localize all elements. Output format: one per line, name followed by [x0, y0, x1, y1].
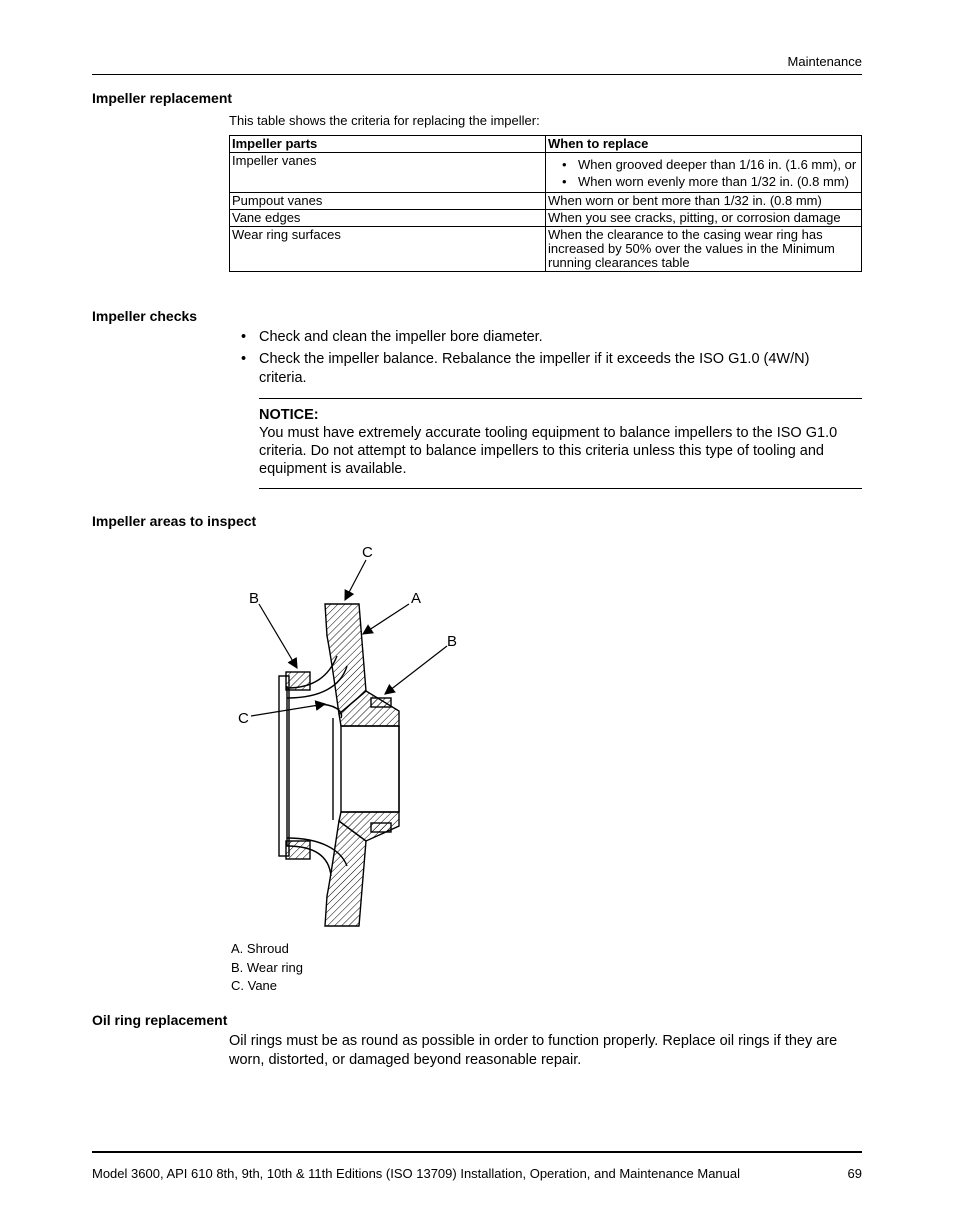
column-header: Impeller parts — [230, 136, 546, 153]
heading-impeller-areas: Impeller areas to inspect — [92, 513, 257, 529]
heading-impeller-checks: Impeller checks — [92, 308, 198, 324]
page-number: 69 — [847, 1166, 862, 1181]
when-cell: When worn or bent more than 1/32 in. (0.8 mm) — [546, 193, 862, 210]
callout-c-left: C — [238, 710, 249, 727]
figure-legend — [231, 940, 303, 996]
page-footer — [92, 1166, 862, 1181]
table-row — [230, 193, 862, 210]
table-row — [230, 210, 862, 227]
callout-b-right: B — [447, 633, 458, 650]
table-row — [230, 153, 862, 193]
part-cell: Vane edges — [230, 210, 546, 227]
impeller-body — [279, 604, 399, 926]
list-item: • Check the impeller balance. Rebalance the impeller if it exceeds the ISO G1.0 (4W/N) criteria. — [241, 350, 851, 388]
header-rule — [92, 74, 862, 75]
replacement-criteria-table — [229, 135, 862, 272]
part-cell: Pumpout vanes — [230, 193, 546, 210]
criteria-bullet: • When grooved deeper than 1/16 in. (1.6 mm), or — [548, 158, 859, 171]
footer-rule — [92, 1151, 862, 1153]
oil-ring-paragraph: Oil rings must be as round as possible in order to function properly. Replace oil rings if they are worn, distorted, or damaged beyond reasonable repair. — [229, 1033, 838, 1068]
checks-list — [241, 328, 851, 391]
when-cell: When you see cracks, pitting, or corrosion damage — [546, 210, 862, 227]
when-cell: When the clearance to the casing wear ring has increased by 50% over the values in the Minimum running clearances table — [546, 227, 862, 272]
manual-title: Model 3600, API 610 8th, 9th, 10th & 11th Editions (ISO 13709) Installation, Operation, and Maintenance Manual — [92, 1166, 741, 1181]
notice-box — [259, 398, 862, 489]
callout-b-left: B — [249, 590, 260, 607]
when-cell — [546, 153, 862, 193]
notice-title: NOTICE: — [259, 407, 319, 423]
part-cell: Impeller vanes — [230, 153, 546, 193]
callout-c-top: C — [362, 544, 373, 561]
heading-impeller-replacement: Impeller replacement — [92, 90, 233, 106]
callout-a: A — [411, 590, 422, 607]
criteria-bullet: • When worn evenly more than 1/32 in. (0.8 mm) — [548, 175, 859, 188]
legend-item: A. Shroud — [231, 941, 289, 956]
legend-item: B. Wear ring — [231, 959, 304, 975]
part-cell: Wear ring surfaces — [230, 227, 546, 272]
running-header: Maintenance — [787, 54, 862, 69]
notice-text: You must have extremely accurate tooling equipment to balance impellers to the ISO G1.0 criteria. Do not attempt to balance impellers to this criteria unless this type of tooling and equipment is available. — [259, 425, 838, 477]
table-header-row — [230, 136, 862, 153]
column-header: When to replace — [546, 136, 862, 153]
list-item: • Check and clean the impeller bore diameter. — [241, 328, 851, 347]
heading-oil-ring: Oil ring replacement — [92, 1012, 228, 1028]
legend-item: C. Vane — [231, 978, 278, 993]
table-row — [230, 227, 862, 272]
table-intro: This table shows the criteria for replacing the impeller: — [229, 113, 540, 128]
impeller-cross-section-figure — [229, 536, 479, 936]
